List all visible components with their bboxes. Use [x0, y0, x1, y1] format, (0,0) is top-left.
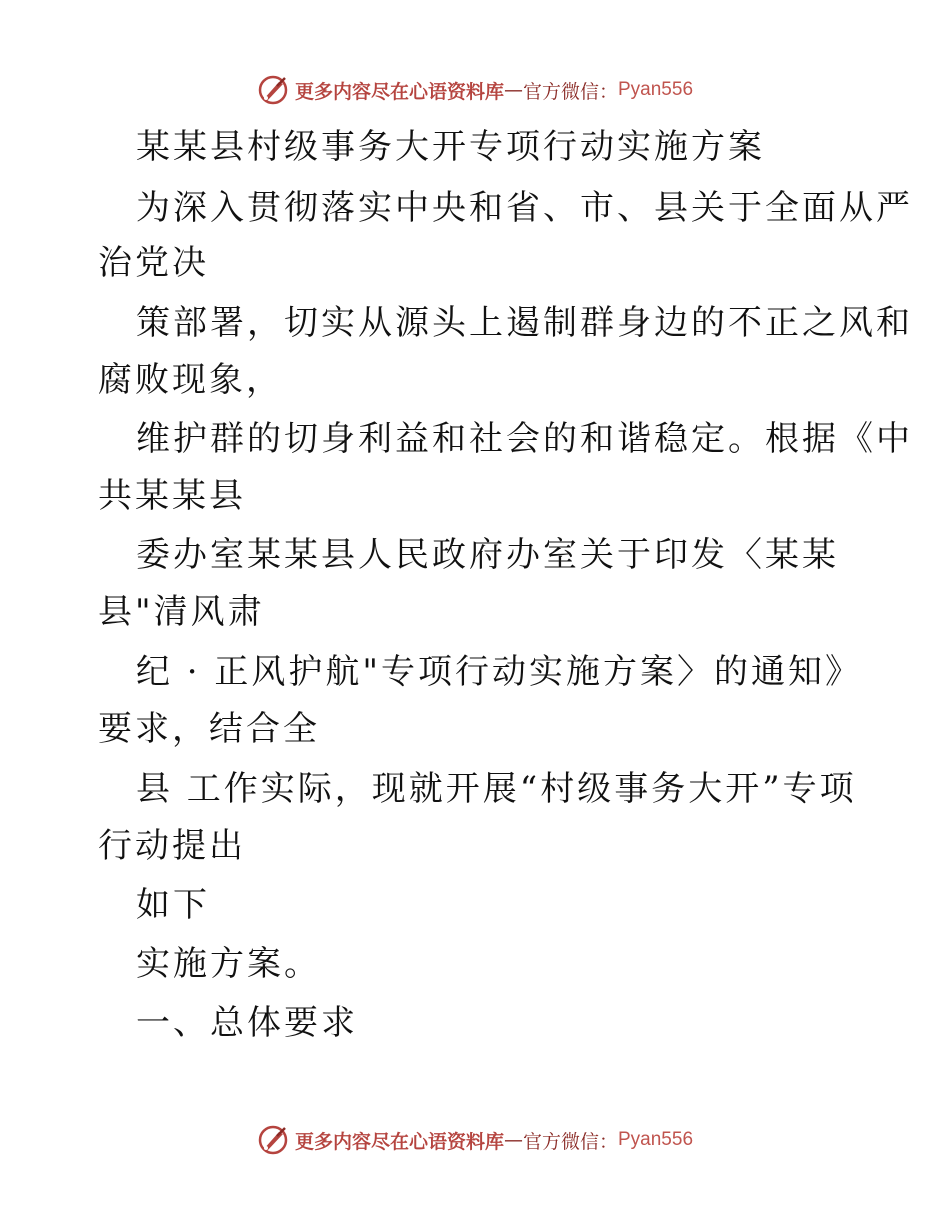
paragraph-line: 委办室某某县人民政府办室关于印发〈某某	[136, 535, 839, 575]
banner-wechat-id: Pyan556	[618, 1129, 694, 1150]
paragraph-line: 如下	[136, 885, 210, 925]
banner-wechat-label: 官方微信：	[522, 1130, 618, 1153]
document-title: 某某县村级事务大开专项行动实施方案	[136, 127, 765, 167]
banner-wechat-id: Pyan556	[618, 79, 694, 100]
paragraph-line: 实施方案。	[136, 944, 321, 984]
header-banner	[0, 70, 950, 110]
paragraph-line: 县"清风肃	[98, 592, 265, 632]
paragraph-line: 行动提出	[98, 826, 246, 866]
paragraph-line: 要求，结合全	[98, 709, 320, 749]
paragraph-line: 策部署，切实从源头上遏制群身边的不正之风和	[136, 303, 913, 343]
banner-wechat-label: 官方微信：	[522, 80, 618, 103]
paragraph-line: 维护群的切身利益和社会的和谐稳定。根据《中	[136, 419, 913, 459]
paragraph-line: 治党决	[98, 243, 209, 283]
paragraph-line: 为深入贯彻落实中央和省、市、县关于全面从严	[136, 188, 913, 228]
paragraph-line: 共某某县	[98, 476, 246, 516]
banner-main-text: 更多内容尽在心语资料库	[294, 80, 504, 103]
banner-separator: —	[503, 1129, 523, 1151]
paragraph-line: 纪 · 正风护航"专项行动实施方案〉的通知》	[136, 652, 863, 692]
banner-main-text: 更多内容尽在心语资料库	[294, 1130, 504, 1153]
footer-banner	[0, 1120, 950, 1160]
paragraph-line: 县 工作实际，现就开展“村级事务大开”专项	[136, 769, 857, 809]
quill-pen-logo-icon	[257, 1124, 289, 1156]
quill-pen-logo-icon	[257, 74, 289, 106]
banner-separator: —	[503, 79, 523, 101]
paragraph-line: 腐败现象，	[98, 360, 283, 400]
section-heading: 一、总体要求	[136, 1003, 358, 1043]
